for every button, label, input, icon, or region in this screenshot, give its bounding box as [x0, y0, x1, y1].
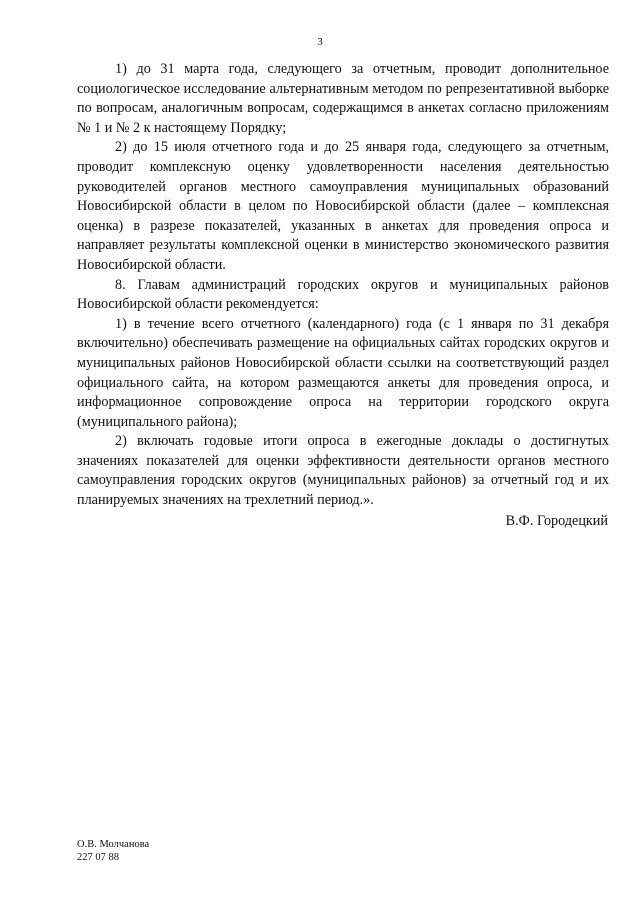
executor-phone: 227 07 88 — [77, 852, 119, 863]
page-number: 3 — [317, 36, 323, 48]
executor-name: О.В. Молчанова — [77, 839, 150, 850]
paragraph-item-8-1: 1) в течение всего отчетного (календарного) года (с 1 января по 31 декабря включительно) обеспечивать размещение на официальных сайтах городских округов и муниципальных районов Новосибирской области ссылки на соответствующий раздел официального сайта, на котором размещаются анкеты для проведения опроса, и информационное сопровождение опроса на территории городского округа (муниципального района); — [77, 315, 609, 430]
paragraph-item-1: 1) до 31 марта года, следующего за отчетным, проводит дополнительное социологическое исследование альтернативным методом по репрезентативной выборке по вопросам, аналогичным вопросам, содержащимся в анкетах согласно приложениям № 1 и № 2 к настоящему Порядку; — [77, 61, 609, 136]
paragraph-item-8-2: 2) включать годовые итоги опроса в ежегодные доклады о достигнутых значениях показателей для оценки эффективности деятельности органов местного самоуправления городских округов (муниципальных районов) за отчетный год и их планируемых значениях на трехлетний период.». — [77, 433, 609, 509]
paragraph-item-2: 2) до 15 июля отчетного года и до 25 января года, следующего за отчетным, проводит комплексную оценку удовлетворенности населения деятельностью руководителей органов местного самоуправления муниципальных образований Новосибирской области в целом по Новосибирской области (далее – комплексная оценка) в разрезе показателей, указанных в анкетах для проведения опроса и направляет результаты комплексной оценки в министерство экономического развития Новосибирской области. — [77, 139, 609, 273]
signature: В.Ф. Городецкий — [505, 513, 608, 529]
executor-block — [77, 838, 149, 864]
document-body — [77, 60, 609, 511]
paragraph-section-8: 8. Главам администраций городских округов и муниципальных районов Новосибирской области рекомендуется: — [77, 276, 609, 313]
